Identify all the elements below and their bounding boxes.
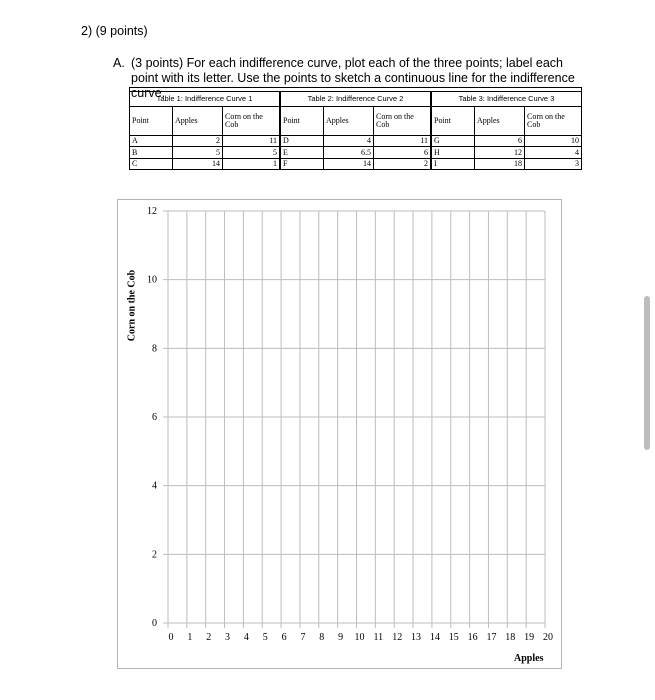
y-axis-label: Corn on the Cob xyxy=(126,269,138,342)
page-scrollbar[interactable] xyxy=(644,296,650,450)
corn-value: 5 xyxy=(223,147,280,158)
y-tick-label: 10 xyxy=(147,274,157,286)
y-tick-label: 6 xyxy=(152,412,157,423)
x-tick-label: 12 xyxy=(392,632,403,643)
x-tick-label: 19 xyxy=(524,632,535,643)
apples-value: 6 xyxy=(475,136,525,147)
header-point: Point xyxy=(281,106,324,135)
apples-value: 6.5 xyxy=(324,147,374,158)
x-tick-label: 1 xyxy=(187,632,193,643)
apples-value: 5 xyxy=(173,147,223,158)
x-tick-label: 13 xyxy=(411,632,422,643)
x-tick-label: 16 xyxy=(467,632,478,643)
corn-value: 10 xyxy=(525,136,582,147)
graph-frame xyxy=(117,199,562,669)
part-a-text: (3 points) For each indifference curve, plot each of the three points; label each point with its letter. Use the points to sketch a continuous line for the indifference curve. xyxy=(131,56,575,100)
y-tick-label: 0 xyxy=(152,618,157,629)
apples-value: 14 xyxy=(324,158,374,169)
header-apples: Apples xyxy=(475,106,525,135)
x-tick-label: 0 xyxy=(168,632,174,643)
y-tick-label: 2 xyxy=(152,549,157,561)
corn-value: 4 xyxy=(525,147,582,158)
apples-value: 14 xyxy=(173,158,223,169)
x-tick-label: 10 xyxy=(354,632,365,643)
table-caption: Table 1: Indifference Curve 1 xyxy=(130,92,280,107)
x-tick-label: 5 xyxy=(262,632,268,643)
point-label: E xyxy=(281,147,324,158)
y-tick-label: 12 xyxy=(147,206,157,217)
corn-value: 11 xyxy=(374,136,431,147)
point-label: B xyxy=(130,147,173,158)
x-tick-label: 4 xyxy=(243,632,249,643)
y-tick-label: 4 xyxy=(152,480,157,492)
x-tick-label: 15 xyxy=(448,632,459,643)
x-tick-label: 2 xyxy=(206,632,212,643)
x-tick-label: 11 xyxy=(373,632,384,643)
x-tick-label: 3 xyxy=(225,632,231,643)
table-indifference-curve-3 xyxy=(431,91,582,170)
x-tick-label: 20 xyxy=(543,632,553,643)
y-tick-label: 8 xyxy=(152,343,157,355)
indifference-tables xyxy=(129,91,582,170)
x-tick-label: 6 xyxy=(281,632,287,643)
x-axis-label: Apples xyxy=(514,653,544,664)
apples-value: 18 xyxy=(475,158,525,169)
header-point: Point xyxy=(432,106,475,135)
point-label: D xyxy=(281,136,324,147)
header-corn: Corn on the Cob xyxy=(223,106,280,135)
point-label: H xyxy=(432,147,475,158)
part-a-label: A. xyxy=(113,56,125,70)
table-indifference-curve-1 xyxy=(129,91,280,170)
header-apples: Apples xyxy=(173,106,223,135)
point-label: F xyxy=(281,158,324,169)
table-indifference-curve-2 xyxy=(280,91,431,170)
point-label: I xyxy=(432,158,475,169)
apples-value: 4 xyxy=(324,136,374,147)
table-caption: Table 2: Indifference Curve 2 xyxy=(281,92,431,107)
x-tick-label: 7 xyxy=(300,632,306,643)
point-label: G xyxy=(432,136,475,147)
point-label: C xyxy=(130,158,173,169)
x-tick-label: 8 xyxy=(319,632,325,643)
apples-value: 12 xyxy=(475,147,525,158)
corn-value: 3 xyxy=(525,158,582,169)
header-point: Point xyxy=(130,106,173,135)
header-corn: Corn on the Cob xyxy=(374,106,431,135)
x-tick-label: 14 xyxy=(429,632,440,643)
point-label: A xyxy=(130,136,173,147)
x-tick-label: 9 xyxy=(338,632,344,643)
x-tick-label: 18 xyxy=(505,632,516,643)
corn-value: 6 xyxy=(374,147,431,158)
corn-value: 11 xyxy=(223,136,280,147)
apples-value: 2 xyxy=(173,136,223,147)
header-apples: Apples xyxy=(324,106,374,135)
corn-value: 1 xyxy=(223,158,280,169)
table-caption: Table 3: Indifference Curve 3 xyxy=(432,92,582,107)
header-corn: Corn on the Cob xyxy=(525,106,582,135)
question-header: 2) (9 points) xyxy=(81,24,148,38)
x-tick-label: 17 xyxy=(486,632,497,643)
corn-value: 2 xyxy=(374,158,431,169)
